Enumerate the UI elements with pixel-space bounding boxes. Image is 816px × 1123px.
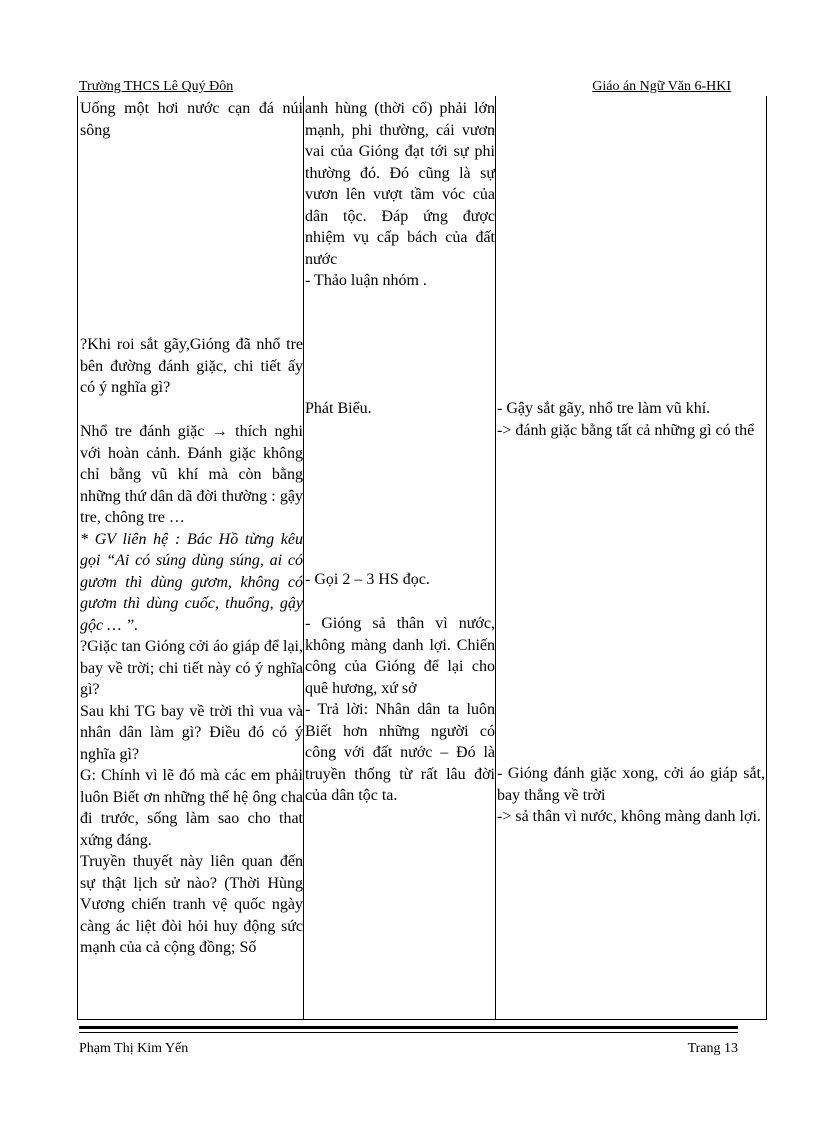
col2-answer-1: - Gióng sả thân vì nước, không màng danh lợi. Chiến công của Gióng để lại cho quê hương, xứ sở [305, 615, 495, 697]
col1-cell [80, 421, 303, 959]
footer-rule-thin [79, 1032, 738, 1033]
col2-answer-2: - Trả lời: Nhân dân ta luôn Biết hơn những người có công với đất nước – Đó là truyền thống từ rất lâu đời của dân tộc ta. [305, 701, 495, 804]
page-header [79, 78, 731, 96]
col3-point-4: -> sả thân vì nước, không màng danh lợi. [497, 808, 761, 825]
footer-rule-thick [79, 1026, 738, 1029]
table-border-left [77, 96, 78, 1020]
lesson-table [77, 96, 767, 1020]
col3-cell [497, 398, 765, 441]
col2-speak: Phát Biểu. [305, 400, 372, 417]
col2-group-discussion: - Thảo luận nhóm . [305, 272, 427, 289]
col2-cell [305, 398, 495, 420]
school-name: Trường THCS Lê Quý Đôn [79, 79, 234, 94]
col1-cell [80, 334, 303, 399]
col1-question-4: Truyền thuyết này liên quan đến sự thật lịch sử nào? (Thời Hùng Vương chiến tranh vệ quốc ngày càng ác liệt đòi hỏi huy động sức mạnh của cả cộng đồng; Số [80, 853, 303, 956]
col3-point-2: -> đánh giặc bằng tất cả những gì có thể [497, 421, 755, 439]
col3-point-1: - Gậy sắt gãy, nhổ tre làm vũ khí. [497, 400, 711, 417]
col2-cell [305, 98, 495, 292]
col1-answer-1: Nhổ tre đánh giặc → thích nghi với hoàn cảnh. Đánh giặc không chỉ bằng vũ khí mà còn bằng những thứ dân dã đời thường : gậy tre, chông tre … [80, 423, 303, 526]
col2-text-1: anh hùng (thời cổ) phải lớn mạnh, phi thường, cái vươn vai của Gióng đạt tới sự phi thường đó. Đó cũng là sự vươn lên vượt tầm vóc của dân tộc. Đáp ứng được nhiệm vụ cấp bách của đất nước [305, 100, 495, 268]
page-number: Trang 13 [687, 1041, 738, 1056]
col2-cell [305, 613, 495, 807]
subject-title: Giáo án Ngữ Văn 6-HKI [592, 79, 731, 94]
author-name: Phạm Thị Kim Yến [79, 1041, 189, 1056]
column-divider-2 [495, 96, 496, 1020]
col1-teacher-note: * GV liên hệ : Bác Hồ từng kêu gọi “Ai có súng dùng súng, ai có gươm thì dùng gươm, không có gươm thì dùng cuốc, thuổng, gậy gộc … ”. [80, 530, 303, 634]
col3-point-3: - Gióng đánh giặc xong, cởi áo giáp sắt, bay thẳng về trời [497, 765, 765, 804]
col2-cell [305, 569, 495, 591]
col3-cell [497, 763, 765, 828]
col1-question-3: Sau khi TG bay về trời thì vua và nhân dân làm gì? Điều đó có ý nghĩa gì? [80, 702, 303, 763]
col1-question-1: ?Khi roi sắt gãy,Gióng đã nhổ tre bên đường đánh giặc, chi tiết ấy có ý nghĩa gì? [80, 336, 303, 396]
col1-cell [80, 98, 303, 141]
column-divider-1 [303, 96, 304, 1020]
table-border-right [766, 96, 767, 1020]
col1-text-1: Uống một hơi nước cạn đá núi sông [80, 100, 303, 139]
col1-question-2: ?Giặc tan Gióng cởi áo giáp để lại, bay về trời; chi tiết này có ý nghĩa gì? [80, 638, 303, 698]
table-border-bottom [77, 1019, 767, 1020]
col2-call-students: - Gọi 2 – 3 HS đọc. [305, 571, 430, 588]
col1-teacher-comment: G: Chính vì lẽ đó mà các em phải luôn Biết ơn những thế hệ ông cha đi trước, sống làm sao cho that xứng đáng. [80, 767, 303, 849]
